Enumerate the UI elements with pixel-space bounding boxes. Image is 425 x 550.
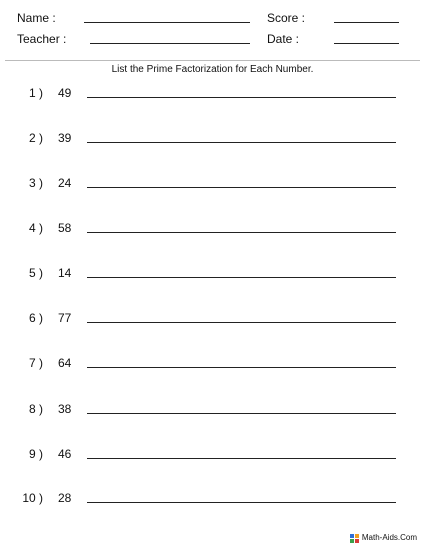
problem-value: 77 bbox=[58, 311, 72, 325]
instructions-text: List the Prime Factorization for Each Number. bbox=[111, 64, 314, 75]
problem-row bbox=[0, 131, 425, 145]
answer-line[interactable] bbox=[87, 142, 396, 143]
teacher-label: Teacher : bbox=[17, 32, 67, 46]
problem-row bbox=[0, 176, 425, 190]
problem-row bbox=[0, 356, 425, 370]
logo-square bbox=[350, 539, 354, 543]
problem-value: 64 bbox=[58, 356, 72, 370]
problem-number: 8 ) bbox=[28, 402, 43, 416]
answer-line[interactable] bbox=[87, 367, 396, 368]
problem-number: 9 ) bbox=[28, 447, 43, 461]
date-label: Date : bbox=[267, 32, 300, 46]
logo-square bbox=[355, 534, 359, 538]
problem-row bbox=[0, 447, 425, 461]
math-aids-logo-icon bbox=[350, 534, 359, 543]
problem-value: 46 bbox=[58, 447, 72, 461]
problem-value: 28 bbox=[58, 491, 72, 505]
problem-value: 38 bbox=[58, 402, 72, 416]
site-name: Math-Aids.Com bbox=[361, 533, 417, 542]
problem-number: 5 ) bbox=[28, 266, 43, 280]
problem-row bbox=[0, 311, 425, 325]
problem-number: 2 ) bbox=[28, 131, 43, 145]
logo-square bbox=[355, 539, 359, 543]
footer-brand bbox=[350, 532, 417, 544]
problem-value: 58 bbox=[58, 221, 72, 235]
problem-row bbox=[0, 402, 425, 416]
problem-row bbox=[0, 266, 425, 280]
problem-value: 24 bbox=[58, 176, 72, 190]
problem-number: 10 ) bbox=[22, 491, 43, 505]
answer-line[interactable] bbox=[87, 97, 396, 98]
problem-value: 14 bbox=[58, 266, 72, 280]
answer-line[interactable] bbox=[87, 502, 396, 503]
answer-line[interactable] bbox=[87, 232, 396, 233]
problem-number: 3 ) bbox=[28, 176, 43, 190]
problem-row bbox=[0, 221, 425, 235]
problem-value: 49 bbox=[58, 86, 72, 100]
problem-value: 39 bbox=[58, 131, 72, 145]
answer-line[interactable] bbox=[87, 277, 396, 278]
problem-number: 7 ) bbox=[28, 356, 43, 370]
answer-line[interactable] bbox=[87, 458, 396, 459]
score-label: Score : bbox=[267, 11, 306, 25]
problem-number: 1 ) bbox=[28, 86, 43, 100]
problem-row bbox=[0, 491, 425, 505]
problem-number: 4 ) bbox=[28, 221, 43, 235]
problem-number: 6 ) bbox=[28, 311, 43, 325]
answer-line[interactable] bbox=[87, 187, 396, 188]
answer-line[interactable] bbox=[87, 413, 396, 414]
logo-square bbox=[350, 534, 354, 538]
name-label: Name : bbox=[17, 11, 56, 25]
answer-line[interactable] bbox=[87, 322, 396, 323]
problem-row bbox=[0, 86, 425, 100]
